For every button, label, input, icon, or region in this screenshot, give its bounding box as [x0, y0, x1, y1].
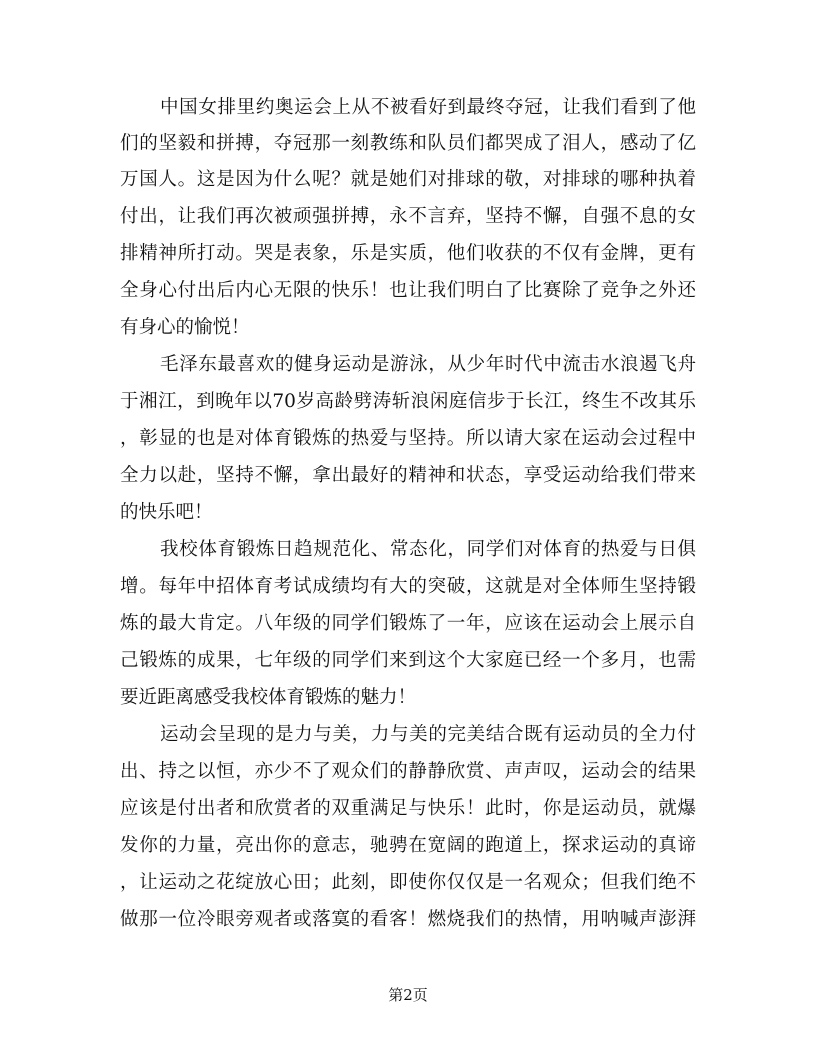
paragraph-2-line-3: ，彰显的也是对体育锻炼的热爱与坚持。所以请大家在运动会过程中 — [120, 428, 696, 449]
page-number-footer: 第2页 — [388, 986, 428, 1004]
paragraph-3-line-3: 炼的最大肯定。八年级的同学们锻炼了一年，应该在运动会上展示自 — [120, 613, 696, 634]
paragraph-4-line-2: 出、持之以恒，亦少不了观众们的静静欣赏、声声叹，运动会的结果 — [120, 761, 696, 782]
paragraph-2-line-5: 的快乐吧！ — [120, 502, 213, 523]
paragraph-1-line-7: 有身心的愉悦！ — [120, 317, 250, 338]
paragraph-4-line-1: 运动会呈现的是力与美，力与美的完美结合既有运动员的全力付 — [160, 724, 696, 745]
paragraph-3-line-1: 我校体育锻炼日趋规范化、常态化，同学们对体育的热爱与日俱 — [160, 539, 696, 560]
paragraph-1-line-1: 中国女排里约奥运会上从不被看好到最终夺冠，让我们看到了他 — [160, 97, 696, 118]
paragraph-2-line-2: 于湘江，到晚年以70岁高龄劈涛斩浪闲庭信步于长江，终生不改其乐 — [120, 391, 696, 412]
paragraph-2-line-4: 全力以赴，坚持不懈，拿出最好的精神和状态，享受运动给我们带来 — [120, 465, 696, 486]
paragraph-4-line-4: 发你的力量，亮出你的意志，驰骋在宽阔的跑道上，探求运动的真谛 — [120, 835, 696, 856]
paragraph-3-line-2: 增。每年中招体育考试成绩均有大的突破，这就是对全体师生坚持锻 — [120, 576, 696, 597]
paragraph-4-line-5: ，让运动之花绽放心田；此刻，即使你仅仅是一名观众；但我们绝不 — [120, 872, 696, 893]
paragraph-2-line-1: 毛泽东最喜欢的健身运动是游泳，从少年时代中流击水浪遏飞舟 — [160, 354, 696, 375]
paragraph-3-line-4: 己锻炼的成果，七年级的同学们来到这个大家庭已经一个多月，也需 — [120, 650, 696, 671]
paragraph-4-line-6: 做那一位冷眼旁观者或落寞的看客！燃烧我们的热情，用呐喊声澎湃 — [120, 909, 696, 930]
paragraph-3-line-5: 要近距离感受我校体育锻炼的魅力！ — [120, 687, 417, 708]
paragraph-1-line-4: 付出，让我们再次被顽强拼搏，永不言弃，坚持不懈，自强不息的女 — [120, 206, 696, 227]
paragraph-1-line-6: 全身心付出后内心无限的快乐！也让我们明白了比赛除了竞争之外还 — [120, 280, 696, 301]
paragraph-1-line-3: 万国人。这是因为什么呢？就是她们对排球的敬，对排球的哪种执着 — [120, 169, 696, 190]
paragraph-4-line-3: 应该是付出者和欣赏者的双重满足与快乐！此时，你是运动员，就爆 — [120, 798, 696, 819]
paragraph-1-line-2: 们的坚毅和拼搏，夺冠那一刻教练和队员们都哭成了泪人，感动了亿 — [120, 133, 696, 154]
paragraph-1-line-5: 排精神所打动。哭是表象，乐是实质，他们收获的不仅有金牌，更有 — [120, 243, 696, 264]
